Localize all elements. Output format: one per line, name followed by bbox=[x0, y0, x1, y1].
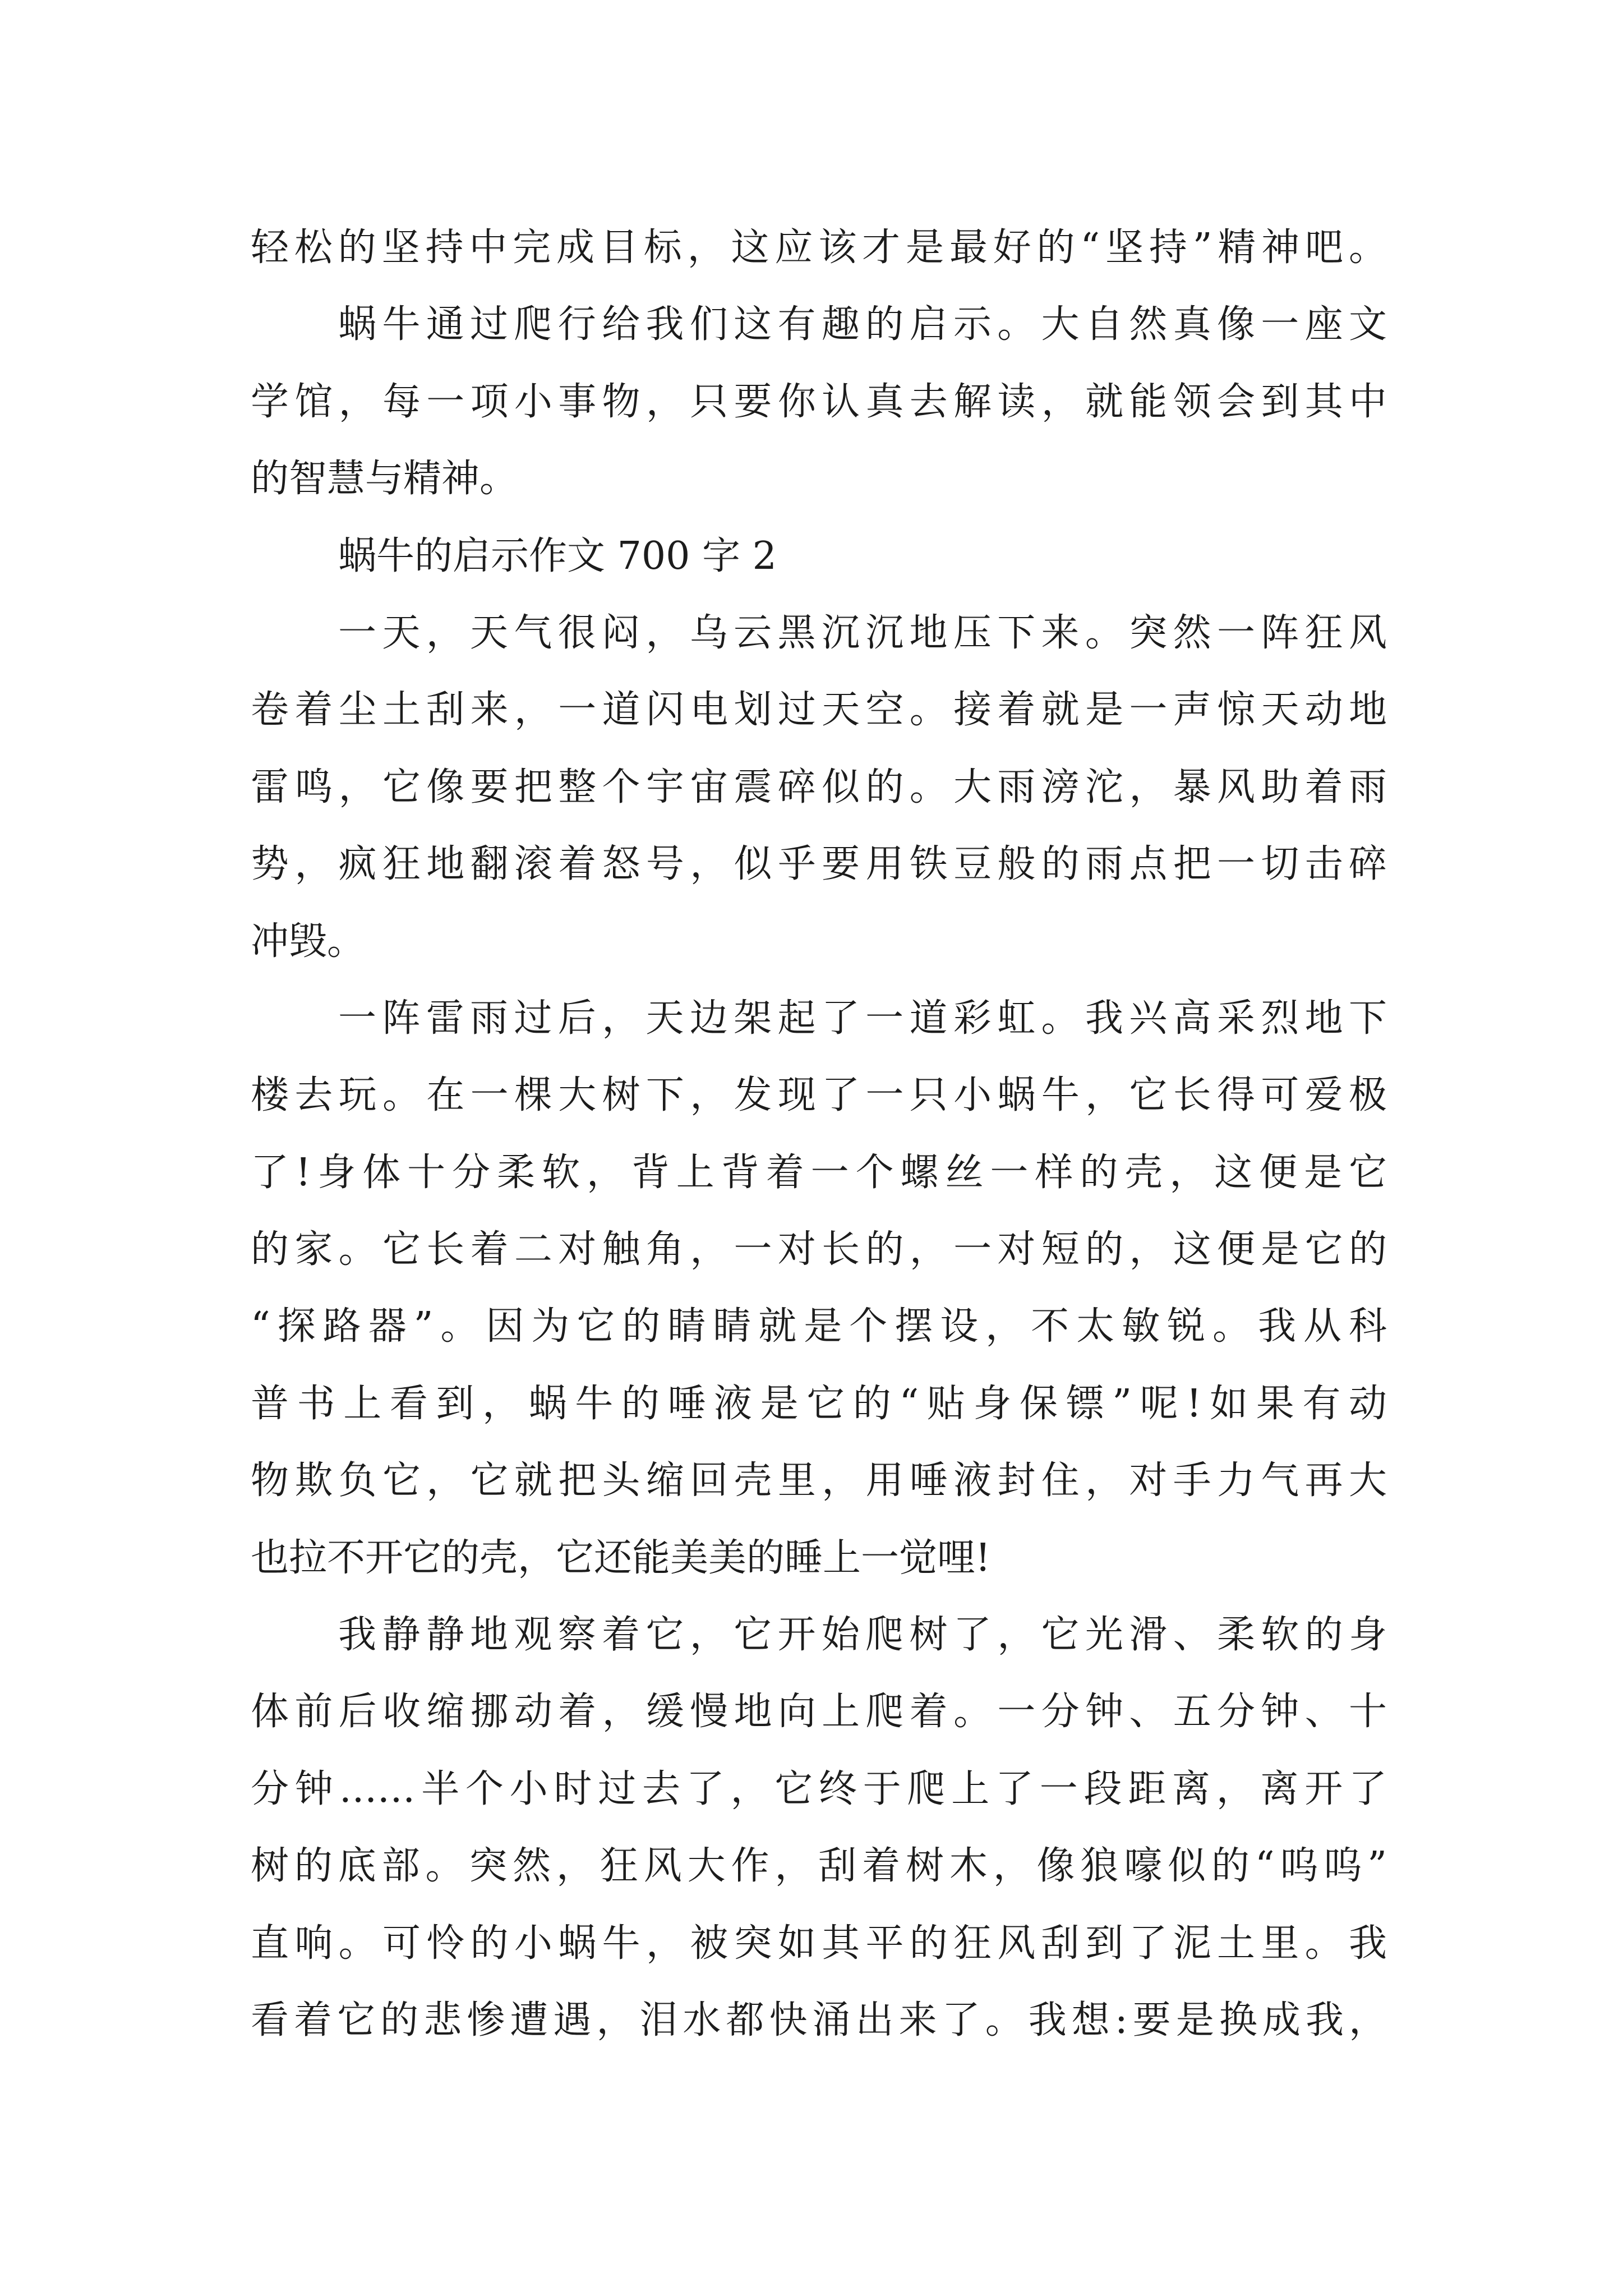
text-line: 普书上看到，蜗牛的唾液是它的“贴身保镖”呢!如果有动 bbox=[251, 1381, 1387, 1426]
heading-line: 蜗牛的启示作文 700 字 2 bbox=[338, 533, 777, 578]
text-line: “探路器”。因为它的睛睛就是个摆设，不太敏锐。我从科 bbox=[251, 1304, 1387, 1349]
text-line: 一天，天气很闷，乌云黑沉沉地压下来。突然一阵狂风 bbox=[338, 610, 1387, 655]
text-line: 的家。它长着二对触角，一对长的，一对短的，这便是它的 bbox=[251, 1227, 1387, 1272]
section-heading bbox=[251, 518, 1387, 595]
text-line: 分钟……半个小时过去了，它终于爬上了一段距离，离开了 bbox=[251, 1766, 1387, 1811]
text-line: 的智慧与精神。 bbox=[251, 457, 518, 501]
text-line: 势，疯狂地翻滚着怒号，似乎要用铁豆般的雨点把一切击碎 bbox=[251, 842, 1387, 887]
paragraph bbox=[251, 980, 1387, 1596]
text-line: 也拉不开它的壳，它还能美美的睡上一觉哩! bbox=[251, 1535, 991, 1580]
text-line: 轻松的坚持中完成目标，这应该才是最好的“坚持”精神吧。 bbox=[251, 226, 1387, 270]
paragraph bbox=[251, 1596, 1387, 2059]
paragraph-continuation bbox=[251, 209, 1387, 286]
text-line: 物欺负它，它就把头缩回壳里，用唾液封住，对手力气再大 bbox=[251, 1458, 1387, 1503]
text-line: 蜗牛通过爬行给我们这有趣的启示。大自然真像一座文 bbox=[338, 302, 1387, 347]
text-line: 雷鸣，它像要把整个宇宙震碎似的。大雨滂沱，暴风助着雨 bbox=[251, 765, 1387, 809]
text-line: 直响。可怜的小蜗牛，被突如其平的狂风刮到了泥土里。我 bbox=[251, 1921, 1387, 1966]
text-line: 冲毁。 bbox=[251, 919, 366, 964]
text-line: 一阵雷雨过后，天边架起了一道彩虹。我兴高采烈地下 bbox=[338, 996, 1387, 1041]
text-line: 卷着尘土刮来，一道闪电划过天空。接着就是一声惊天动地 bbox=[251, 688, 1387, 733]
text-line: 楼去玩。在一棵大树下，发现了一只小蜗牛，它长得可爱极 bbox=[251, 1073, 1387, 1118]
text-line: 看着它的悲惨遭遇，泪水都快涌出来了。我想:要是换成我， bbox=[251, 1998, 1387, 2042]
paragraph bbox=[251, 286, 1387, 517]
document-body bbox=[251, 209, 1387, 2059]
text-line: 了!身体十分柔软，背上背着一个螺丝一样的壳，这便是它 bbox=[251, 1150, 1387, 1195]
text-line: 学馆，每一项小事物，只要你认真去解读，就能领会到其中 bbox=[251, 379, 1387, 424]
paragraph bbox=[251, 595, 1387, 980]
text-line: 我静静地观察着它，它开始爬树了，它光滑、柔软的身 bbox=[338, 1613, 1387, 1658]
text-line: 树的底部。突然，狂风大作，刮着树木，像狼嚎似的“呜呜” bbox=[251, 1844, 1387, 1889]
text-line: 体前后收缩挪动着，缓慢地向上爬着。一分钟、五分钟、十 bbox=[251, 1690, 1387, 1734]
